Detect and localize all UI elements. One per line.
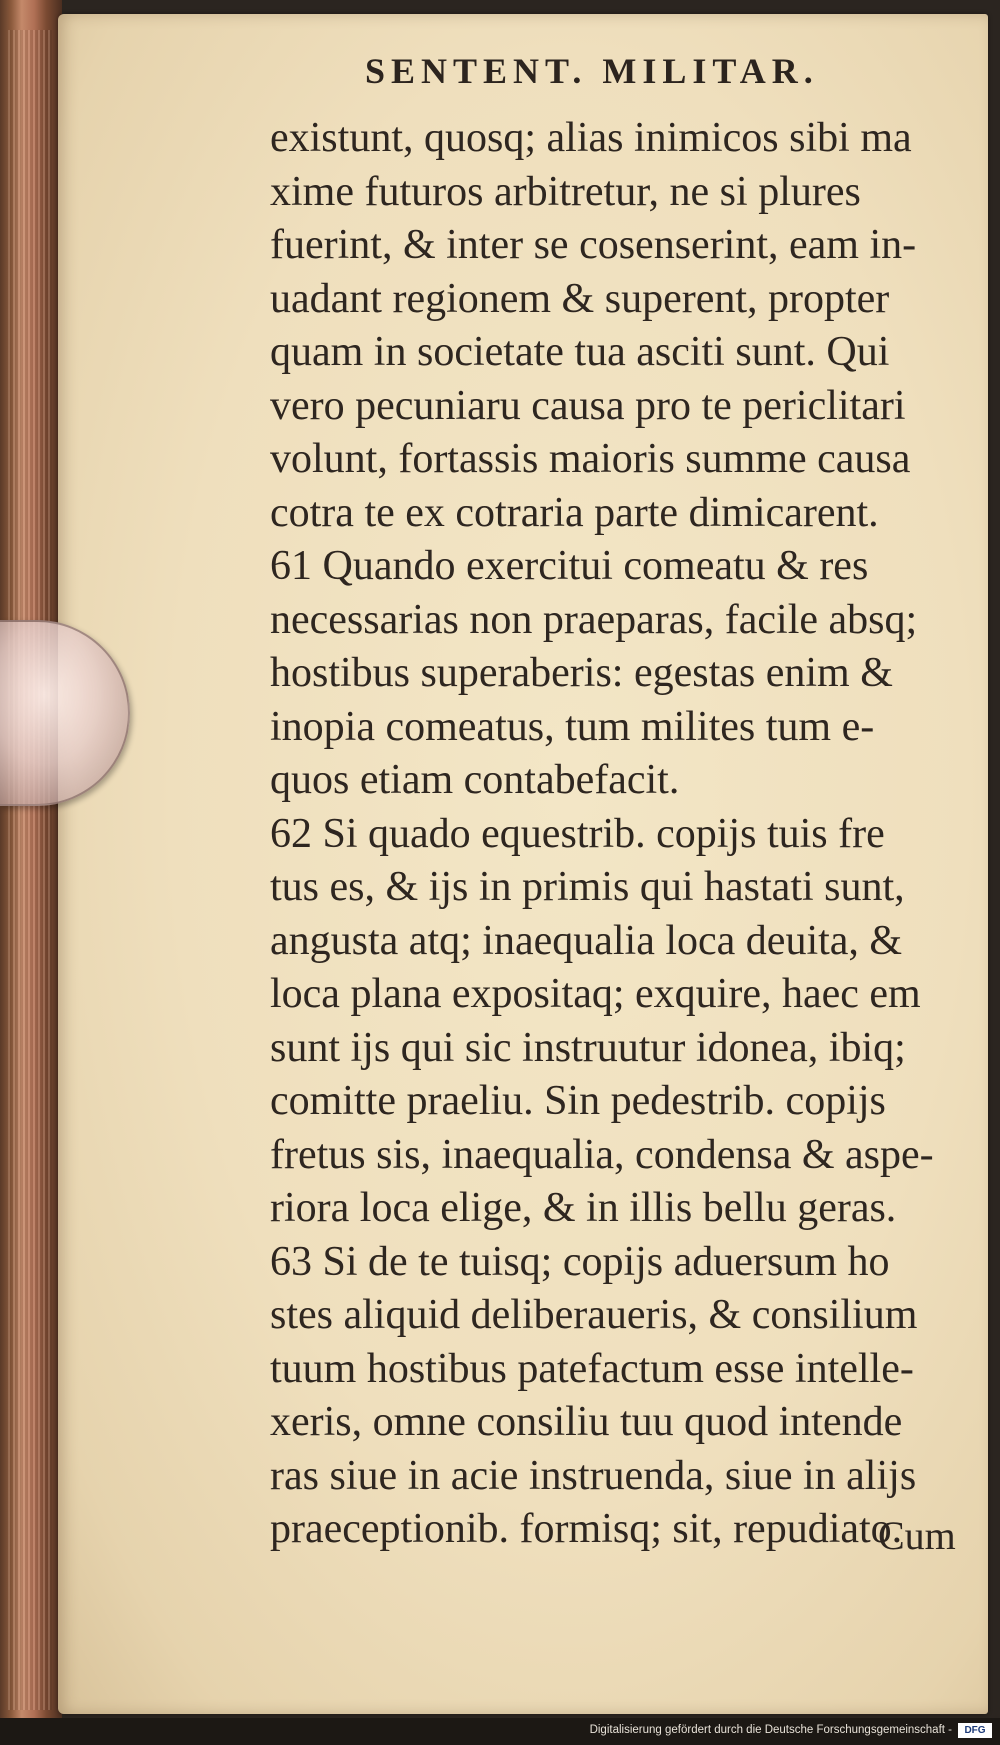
text-line: inopia comeatus, tum milites tum e- [270,703,875,750]
text-line: angusta atq; inaequalia loca deuita, & [270,917,903,964]
text-line: necessarias non praeparas, facile absq; [270,596,918,643]
text-line: quam in societate tua asciti sunt. Qui [270,329,890,375]
text-line: existunt, quosq; alias inimicos sibi ma [270,115,912,161]
text-line: fuerint, & inter se cosenserint, eam in- [270,222,917,268]
catchword: Cum [878,1513,956,1558]
digitization-credit: Digitalisierung gefördert durch die Deutsche Forschungsgemeinschaft - [589,1724,952,1736]
text-line: sunt ijs qui sic instruutur idonea, ibiq; [270,1024,906,1071]
text-line: 63 Si de te tuisq; copijs aduersum ho [270,1238,890,1285]
text-line: xeris, omne consiliu tuu quod intende [270,1399,903,1445]
text-line: tus es, & ijs in primis qui hastati sunt, [270,864,905,910]
text-line: xime futuros arbitretur, ne si plures [270,168,861,215]
text-line: riora loca elige, & in illis bellu geras. [270,1185,897,1231]
text-line: stes aliquid deliberaueris, & consilium [270,1292,918,1338]
text-line: 62 Si quado equestrib. copijs tuis fre [270,810,885,857]
text-line: cotra te ex cotraria parte dimicarent. [270,489,879,536]
text-line: uadant regionem & superent, propter [270,275,890,322]
text-line: loca plana expositaq; exquire, haec em [270,971,921,1017]
text-line: praeceptionib. formisq; sit, repudiato. [270,1506,903,1552]
book-edge [0,0,62,1745]
text-line: comitte praeliu. Sin pedestrib. copijs [270,1078,886,1124]
running-header: SENTENT. MILITAR. [365,51,819,91]
text-line: hostibus superaberis: egestas enim & [270,650,893,696]
book-edge-texture [8,30,52,1710]
dfg-logo: DFG [958,1723,992,1738]
text-line: volunt, fortassis maioris summe causa [270,436,911,482]
body-text [270,112,960,1557]
text-line: tuum hostibus patefactum esse intelle- [270,1345,914,1392]
text-line: fretus sis, inaequalia, condensa & aspe- [270,1131,934,1178]
text-line: quos etiam contabefacit. [270,757,680,803]
text-line: vero pecuniaru causa pro te periclitari [270,382,906,429]
text-line: ras siue in acie instruenda, siue in alijs [270,1452,917,1499]
text-line: 61 Quando exercitui comeatu & res [270,543,869,589]
